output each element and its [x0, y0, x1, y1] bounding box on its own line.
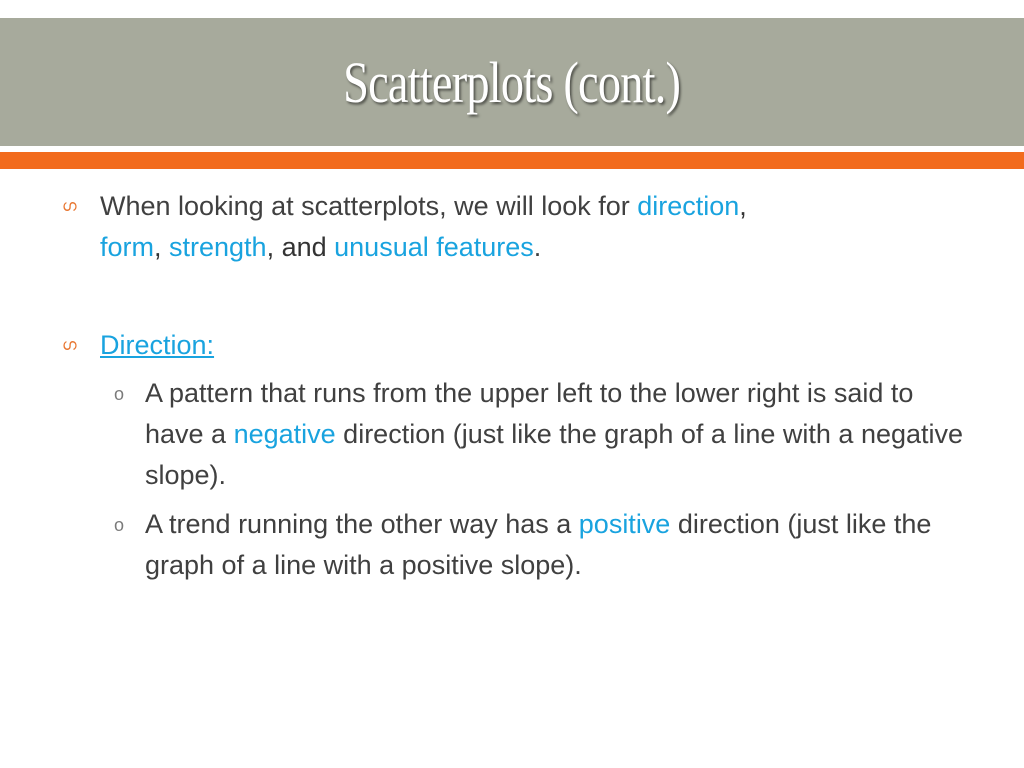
title-band: [0, 18, 1024, 146]
comma: ,: [154, 232, 170, 262]
sub-bullet-text: direction (just like the graph of a line with a negative slope).: [145, 419, 964, 490]
bullet-look-for: [0, 186, 1024, 268]
slide-title: Scatterplots (cont.): [343, 49, 681, 115]
keyword-form: form: [100, 232, 154, 262]
sub-bullet-text: A pattern that runs from the upper left to the lower right is said to have a: [145, 378, 914, 449]
period: .: [533, 232, 542, 262]
keyword-positive: positive: [578, 509, 671, 539]
circle-bullet-icon: o: [114, 384, 125, 404]
sub-bullet-text: direction (just like the graph of a line with a positive slope).: [145, 509, 932, 580]
direction-heading: Direction:: [100, 330, 215, 360]
comma: ,: [739, 191, 747, 221]
slide-body: [0, 186, 1024, 586]
swirl-bullet-icon: ഗ: [62, 198, 74, 215]
orange-divider: [0, 152, 1024, 169]
keyword-direction: direction: [637, 191, 740, 221]
circle-bullet-icon: o: [114, 515, 125, 535]
sub-bullet-text: A trend running the other way has a: [145, 509, 579, 539]
conjunction-and: , and: [266, 232, 335, 262]
sub-bullet-positive: [0, 504, 1024, 586]
swirl-bullet-icon: ഗ: [62, 337, 74, 354]
sub-bullet-negative: [0, 373, 1024, 496]
keyword-negative: negative: [233, 419, 336, 449]
keyword-unusual-features: unusual features: [334, 232, 534, 262]
keyword-strength: strength: [169, 232, 267, 262]
bullet-direction-heading: [0, 325, 1024, 366]
bullet-text: When looking at scatterplots, we will look for: [100, 191, 638, 221]
